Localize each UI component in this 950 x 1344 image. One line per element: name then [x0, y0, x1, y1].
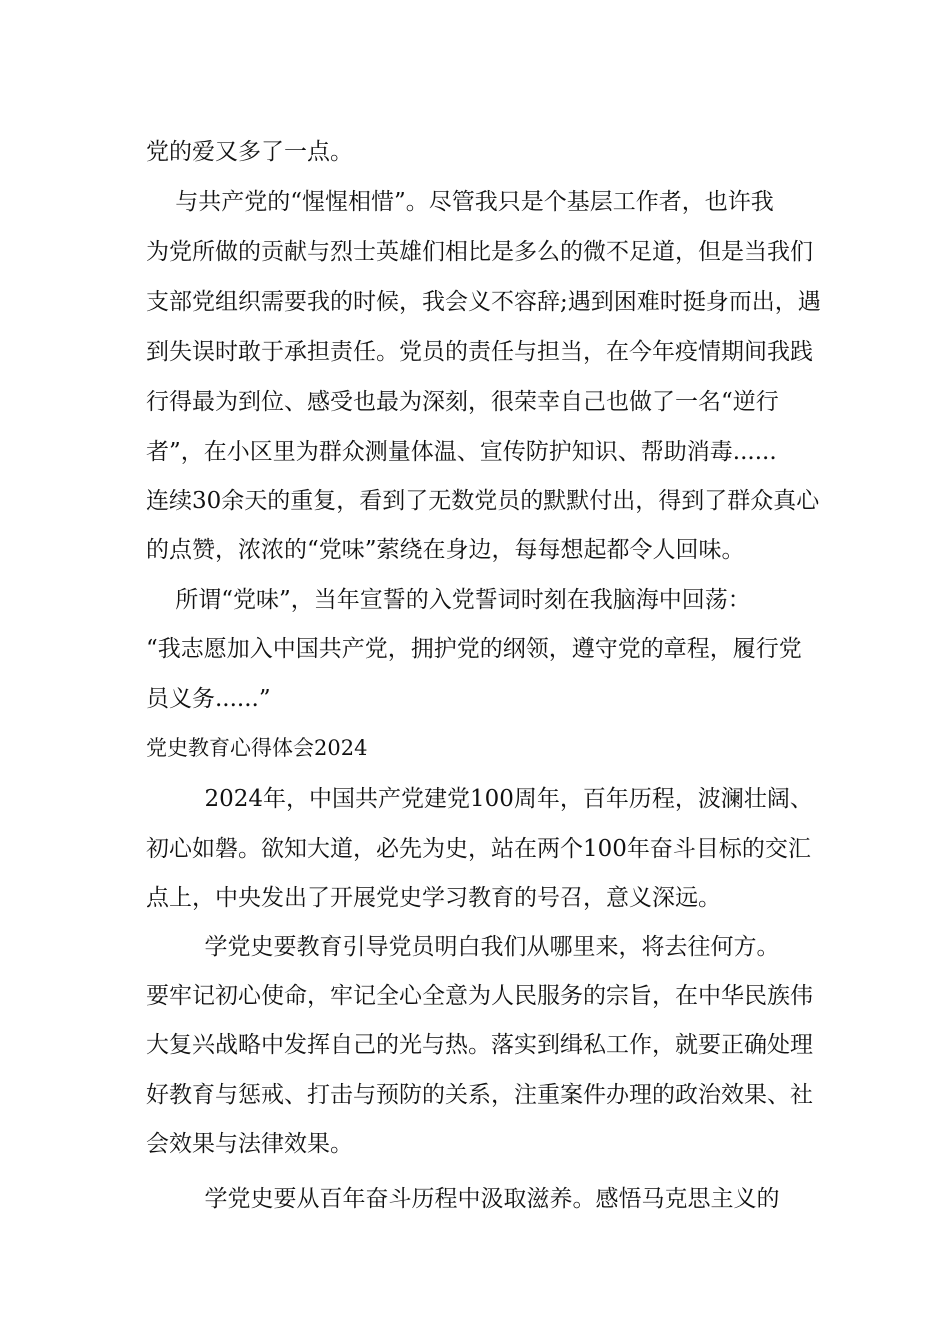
text-line: 会效果与法律效果。 [146, 1131, 353, 1157]
text-line: 与共产党的“惺惺相惜”。尽管我只是个基层工作者，也许我 [146, 189, 774, 215]
text-line: 2024年，中国共产党建党100周年，百年历程，波澜壮阔、 [146, 786, 813, 812]
text-line: 大复兴战略中发挥自己的光与热。落实到缉私工作，就要正确处理 [146, 1032, 813, 1058]
text-line: 学党史要从百年奋斗历程中汲取滋养。感悟马克思主义的 [146, 1186, 780, 1212]
text-line: 要牢记初心使命，牢记全心全意为人民服务的宗旨，在中华民族伟 [146, 983, 813, 1009]
text-line: 所谓“党味”，当年宣誓的入党誓词时刻在我脑海中回荡： [146, 587, 751, 613]
text-line: 支部党组织需要我的时候，我会义不容辞;遇到困难时挺身而出，遇 [146, 289, 821, 315]
text-line: “我志愿加入中国共产党，拥护党的纲领，遵守党的章程，履行党 [146, 636, 802, 662]
section-heading: 党史教育心得体会2024 [146, 736, 368, 760]
text-line: 初心如磐。欲知大道，必先为史，站在两个100年奋斗目标的交汇 [146, 836, 811, 862]
text-line: 为党所做的贡献与烈士英雄们相比是多么的微不足道，但是当我们 [146, 239, 813, 265]
text-line: 好教育与惩戒、打击与预防的关系，注重案件办理的政治效果、社 [146, 1082, 813, 1108]
text-line: 到失误时敢于承担责任。党员的责任与担当，在今年疫情期间我践 [146, 339, 813, 365]
text-line: 点上，中央发出了开展党史学习教育的号召，意义深远。 [146, 885, 721, 911]
text-line: 党的爱又多了一点。 [146, 139, 353, 165]
text-line: 连续30余天的重复，看到了无数党员的默默付出，得到了群众真心 [146, 488, 820, 514]
text-line: 的点赞，浓浓的“党味”萦绕在身边，每每想起都令人回味。 [146, 537, 745, 563]
text-line: 行得最为到位、感受也最为深刻，很荣幸自己也做了一名“逆行 [146, 389, 779, 415]
text-line: 员义务......” [146, 686, 271, 712]
text-line: 学党史要教育引导党员明白我们从哪里来，将去往何方。 [146, 934, 780, 960]
text-line: 者”，在小区里为群众测量体温、宣传防护知识、帮助消毒...... [146, 439, 777, 465]
